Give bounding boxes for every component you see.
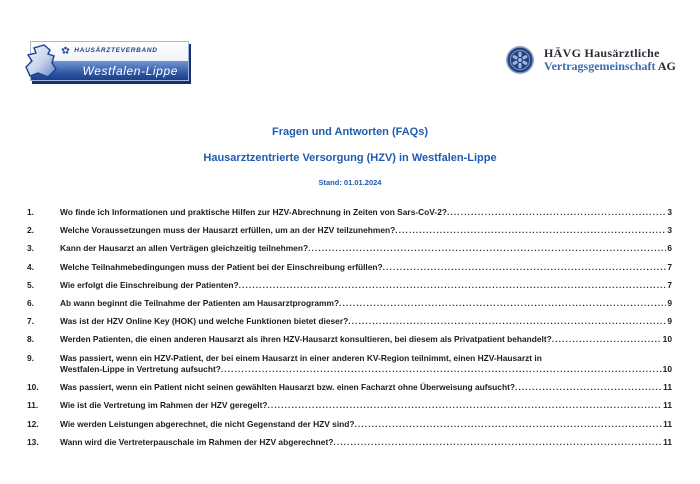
toc-entry-main [60, 353, 672, 376]
toc-entry-page: 11 [663, 382, 672, 393]
toc-entry-line [60, 243, 672, 254]
toc-entry-text: Welche Teilnahmebedingungen muss der Patient bei der Einschreibung erfüllen? [60, 261, 383, 272]
toc-dot-leader [355, 419, 663, 430]
haevg-vertragsgemeinschaft-text: Vertragsgemeinschaft [544, 59, 656, 73]
toc-entry-number: 5. [27, 279, 34, 290]
toc-entry-page: 7 [667, 261, 672, 272]
toc-entry-main [60, 243, 672, 254]
toc-entry-page: 11 [663, 400, 672, 411]
haevg-emblem-icon [505, 45, 535, 75]
left-logo-association-text: HAUSÄRZTEVERBAND [74, 47, 158, 54]
toc-entry [27, 225, 672, 236]
toc-entry-page: 6 [667, 243, 672, 254]
toc-entry-page: 11 [663, 436, 672, 447]
toc-entry-line [60, 262, 672, 273]
toc-entry-main [60, 316, 672, 327]
toc-entry-number: 1. [27, 207, 34, 217]
toc-entry [27, 353, 672, 376]
toc-dot-leader [383, 262, 667, 273]
left-logo-region-text: Westfalen-Lippe [82, 63, 178, 78]
document-title: Fragen und Antworten (FAQs) [271, 126, 429, 138]
toc-entry-line [60, 280, 672, 291]
toc-entry-number: 12. [27, 418, 39, 429]
toc-entry [27, 280, 672, 291]
toc-dot-leader [308, 243, 666, 254]
toc-entry [27, 437, 672, 448]
toc-entry [27, 419, 672, 430]
toc-entry-main [60, 207, 672, 218]
toc-entry [27, 334, 672, 345]
toc-entry-number: 10. [27, 382, 39, 393]
toc-dot-leader [221, 364, 662, 375]
toc-entry [27, 316, 672, 327]
document-subtitle: Hausarztzentrierte Versorgung (HZV) in Westfalen-Lippe [203, 152, 497, 164]
toc-entry-text: Wann wird die Vertreterpauschale im Rahmen der HZV abgerechnet? [60, 436, 334, 447]
toc-entry-main [60, 280, 672, 291]
toc-entry-page: 9 [667, 298, 672, 309]
toc-entry-page: 10 [662, 364, 672, 375]
toc-entry [27, 400, 672, 411]
toc-dot-leader [339, 298, 666, 309]
toc-entry-text: Wo finde ich Informationen und praktische Hilfen zur HZV-Abrechnung in Zeiten von Sars-CoV-2? [60, 207, 447, 217]
toc-dot-leader [515, 382, 662, 393]
toc-entry-main [60, 298, 672, 309]
toc-entry-text: Werden Patienten, die einen anderen Hausarzt als ihren HZV-Hausarzt konsultieren, bei diesem als Privatpatient behandelt? [60, 334, 552, 345]
toc-entry-number: 3. [27, 243, 34, 254]
hausaerzteverband-logo [30, 41, 189, 81]
toc-entry-main [60, 419, 672, 430]
toc-entry [27, 298, 672, 309]
toc-dot-leader [552, 334, 662, 345]
toc-entry-number: 13. [27, 436, 39, 447]
title-block [0, 126, 700, 187]
toc-entry-text: Welche Voraussetzungen muss der Hausarzt erfüllen, um an der HZV teilzunehmen? [60, 225, 396, 236]
toc-entry-main [60, 334, 672, 345]
toc-dot-leader [348, 316, 666, 327]
toc-entry-main [60, 400, 672, 411]
toc-entry-number: 8. [27, 334, 34, 345]
toc-entry-main [60, 262, 672, 273]
toc-entry-page: 3 [667, 225, 672, 236]
toc-entry-number: 2. [27, 225, 34, 236]
toc-entry-number: 9. [27, 352, 34, 363]
toc-entry-text: Was passiert, wenn ein HZV-Patient, der bei einem Hausarzt in einer anderen KV-Region teilnimmt, einen HZV-Hausarzt in [60, 352, 542, 363]
toc-entry-line [60, 400, 672, 411]
toc-entry-text: Westfalen-Lippe in Vertretung aufsucht? [60, 364, 221, 375]
toc-entry [27, 243, 672, 254]
toc-list [27, 207, 672, 455]
toc-entry-line [60, 334, 672, 345]
haevg-ag-text: AG [657, 59, 676, 73]
toc-entry-main [60, 382, 672, 393]
toc-entry-main [60, 225, 672, 236]
date-line: Stand: 01.01.2024 [318, 178, 382, 187]
toc-entry-text: Wie ist die Vertretung im Rahmen der HZV geregelt? [60, 400, 268, 411]
toc-dot-leader [447, 207, 666, 218]
toc-entry-page: 3 [667, 207, 672, 217]
toc-dot-leader [267, 400, 662, 411]
toc-entry-number: 7. [27, 316, 34, 327]
toc-entry-text: Was ist der HZV Online Key (HOK) und welche Funktionen bietet dieser? [60, 316, 349, 327]
toc-entry-page: 11 [663, 418, 672, 429]
toc-entry-line [60, 207, 672, 218]
haevg-name-line1: HÄVG Hausärztliche [544, 46, 660, 60]
toc-entry-text: Kann der Hausarzt an allen Verträgen gleichzeitig teilnehmen? [60, 243, 309, 254]
toc-entry-line [60, 364, 672, 375]
toc-entry-number: 11. [27, 400, 39, 411]
toc-entry [27, 262, 672, 273]
toc-dot-leader [395, 225, 666, 236]
toc-entry-number: 6. [27, 298, 34, 309]
toc-entry-text: Was passiert, wenn ein Patient nicht seinen gewählten Hausarzt bzw. einen Facharzt ohne Überweisung aufsucht? [60, 382, 515, 393]
toc-entry-main [60, 437, 672, 448]
haevg-logo [505, 45, 676, 75]
toc-entry-text: Wie erfolgt die Einschreibung der Patienten? [60, 279, 239, 290]
toc-entry-page: 7 [667, 279, 672, 290]
westfalen-lippe-map-icon [23, 43, 65, 81]
toc-dot-leader [239, 280, 667, 291]
haevg-name-line2 [544, 60, 676, 73]
toc-entry-text: Wie werden Leistungen abgerechnet, die nicht Gegenstand der HZV sind? [60, 418, 355, 429]
toc-entry-line [60, 382, 672, 393]
toc-entry-page: 9 [667, 316, 672, 327]
haevg-logo-text [544, 47, 676, 73]
toc-entry [27, 207, 672, 218]
toc-dot-leader [333, 437, 662, 448]
toc-entry-number: 4. [27, 261, 34, 272]
toc-entry-line [60, 298, 672, 309]
toc-entry-line [60, 316, 672, 327]
toc-entry-text: Ab wann beginnt die Teilnahme der Patienten am Hausarztprogramm? [60, 298, 340, 309]
toc-entry-page: 10 [662, 334, 672, 345]
toc-entry [27, 382, 672, 393]
toc-entry-line [60, 437, 672, 448]
toc-entry-line [60, 225, 672, 236]
toc-entry-line [60, 419, 672, 430]
